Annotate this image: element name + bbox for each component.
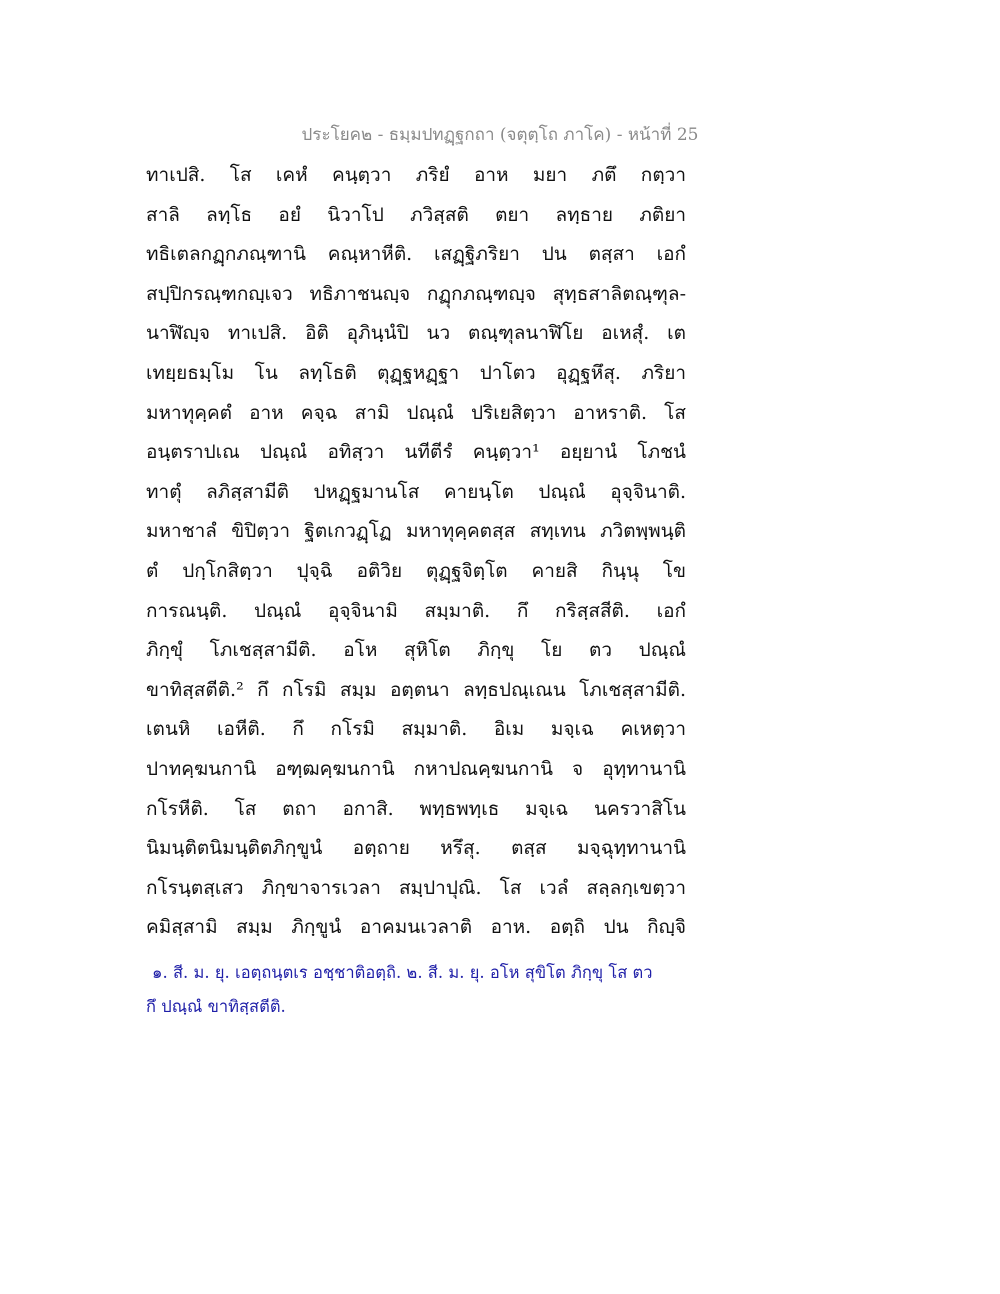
text-line: อนฺตราปเณ ปณฺณํ อทิสฺวา นทีตีรํ คนฺตฺวา¹ อยฺยานํ โภชนํ <box>146 441 686 464</box>
text-line: สาลิ ลทฺโธ อยํ นิวาโป ภวิสฺสติ ตยา ลทฺธาย ภติยา <box>146 203 686 226</box>
text-line: มหาทุคฺคตํ อาห คจฺฉ สามิ ปณฺณํ ปริเยสิตฺวา อาหราติ. โส <box>146 401 686 424</box>
text-line: นาฬิญฺจ ทาเปสิ. อิติ อุภินฺนํปิ นว ตณฺฑุลนาฬิโย อเหสุํ. เต <box>146 322 686 345</box>
text-line: กโรหีติ. โส ตถา อกาสิ. พทฺธพทฺเธ มจฺเฉ นครวาสิโน <box>146 797 686 820</box>
text-line: ตํ ปกฺโกสิตฺวา ปุจฺฉิ อติวิย ตุฏฺฐจิตฺโต คายสิ กินฺนุ โข <box>146 559 686 582</box>
body-text <box>146 156 686 948</box>
text-line: กโรนฺตสฺเสว ภิกฺขาจารเวลา สมฺปาปุณิ. โส เวลํ สลฺลกฺเขตฺวา <box>146 876 686 899</box>
text-line: ทธิเตลกฏฺกภณฺฑานิ คณฺหาหีติ. เสฏฺฐิภริยา ปน ตสฺสา เอกํ <box>146 243 686 266</box>
text-line: ทาตุํ ลภิสฺสามีติ ปหฏฺฐมานโส คายนฺโต ปณฺณํ อุจฺจินาติ. <box>146 480 686 503</box>
text-line: ทาเปสิ. โส เคหํ คนฺตฺวา ภริยํ อาห มยา ภตึ กตฺวา <box>146 164 686 186</box>
text-line: คมิสฺสามิ สมฺม ภิกฺขูนํ อาคมนเวลาติ อาห. อตฺถิ ปน กิญฺจิ <box>146 916 686 939</box>
text-line: สปฺปิกรณฺฑกญฺเจว ทธิภาชนญฺจ กฏุกภณฺฑญฺจ สุทฺธสาลิตณฺฑุล- <box>146 282 686 305</box>
page-header: ประโยค๒ - ธมฺมปทฏฺฐกถา (จตุตฺโถ ภาโค) - หน้าที่ 25 <box>301 125 699 145</box>
text-line: ภิกฺขุํ โภเชสฺสามีติ. อโห สุหิโต ภิกฺขุ โย ตว ปณฺณํ <box>146 639 686 662</box>
text-line: การณนฺติ. ปณฺณํ อุจฺจินามิ สมฺมาติ. กึ กริสฺสสีติ. เอกํ <box>146 599 686 622</box>
footnote-line: กึ ปณฺณํ ขาทิสฺสตีติ. <box>146 997 286 1016</box>
text-line: เทยฺยธมฺโม โน ลทฺโธติ ตุฏฺฐหฏฺฐา ปาโตว อุฏฺฐหึสุ. ภริยา <box>146 361 686 384</box>
text-line: นิมนฺติตนิมนฺติตภิกฺขูนํ อตฺถาย หรึสุ. ตสฺส มจฺฉุทฺทานานิ <box>146 837 686 860</box>
footnotes <box>146 956 706 1024</box>
text-line: ปาทคฺฆนกานิ อฑฺฒคฺฆนกานิ กหาปณคฺฆนกานิ จ อุทฺทานานิ <box>146 757 686 780</box>
text-line: ขาทิสฺสตีติ.² กึ กโรมิ สมฺม อตฺตนา ลทฺธปณฺเณน โภเชสฺสามีติ. <box>146 678 686 701</box>
text-line: มหาชาลํ ขิปิตฺวา ฐิตเกวฏฺโฏ มหาทุคฺคตสฺส สทฺเทน ภวิตพฺพนฺติ <box>146 520 686 543</box>
text-line: เตนหิ เอหีติ. กึ กโรมิ สมฺมาติ. อิเม มจฺเฉ คเหตฺวา <box>146 718 686 741</box>
footnote-line: ๑. สี. ม. ยุ. เอตฺถนฺตเร อชฺชาติอตฺถิ. ๒. สี. ม. ยุ. อโห สุขิโต ภิกฺขุ โส ตว <box>152 963 653 982</box>
